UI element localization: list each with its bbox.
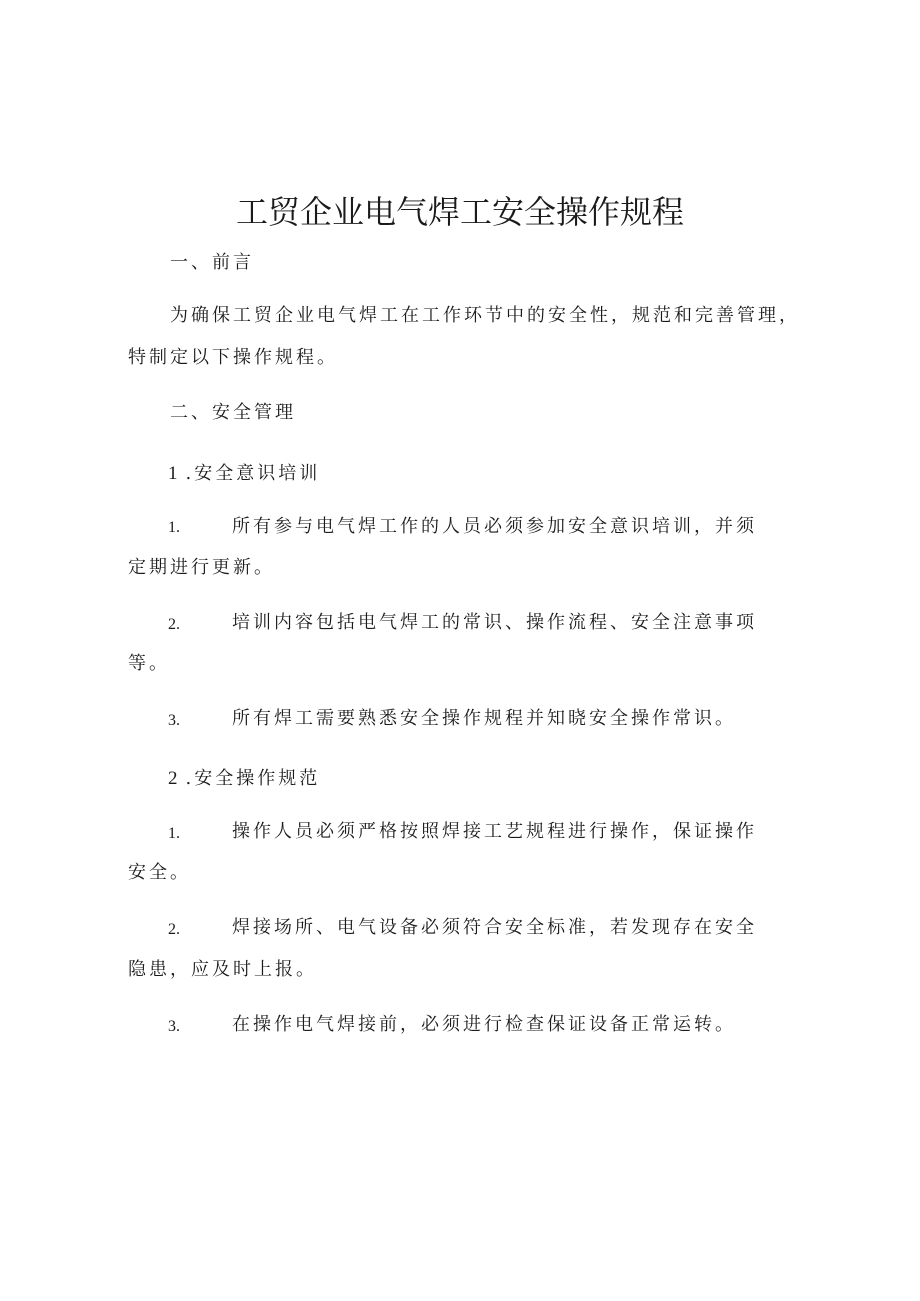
section-heading-safety-management: 二、安全管理 xyxy=(170,402,296,423)
list-item-number: 1. xyxy=(168,825,180,842)
list-item-text-line-2: 定期进行更新。 xyxy=(128,557,275,578)
section-heading-preface: 一、前言 xyxy=(170,252,254,273)
list-item-text-line-2: 隐患，应及时上报。 xyxy=(128,959,317,980)
list-item-text-line-1: 培训内容包括电气焊工的常识、操作流程、安全注意事项 xyxy=(232,612,757,633)
subsection-title: .安全操作规范 xyxy=(185,768,321,789)
subsection-heading-training xyxy=(168,461,320,487)
intro-paragraph-line-1: 为确保工贸企业电气焊工在工作环节中的安全性，规范和完善管理， xyxy=(170,305,800,326)
list-item-text-line-1: 在操作电气焊接前，必须进行检查保证设备正常运转。 xyxy=(232,1014,736,1035)
list-item-text-line-1: 焊接场所、电气设备必须符合安全标准，若发现存在安全 xyxy=(232,917,757,938)
intro-paragraph-line-2: 特制定以下操作规程。 xyxy=(128,347,338,368)
list-item-number: 2. xyxy=(168,921,180,938)
subsection-heading-operation-rules xyxy=(168,766,320,792)
subsection-number: 1 xyxy=(168,463,178,484)
list-item-number: 1. xyxy=(168,519,180,536)
list-item-number: 2. xyxy=(168,616,180,633)
list-item-text-line-2: 安全。 xyxy=(128,862,191,883)
list-item-text-line-1: 操作人员必须严格按照焊接工艺规程进行操作，保证操作 xyxy=(232,821,757,842)
document-title: 工贸企业电气焊工安全操作规程 xyxy=(235,193,684,231)
list-item-text-line-1: 所有参与电气焊工作的人员必须参加安全意识培训，并须 xyxy=(232,516,757,537)
subsection-number: 2 xyxy=(168,768,178,789)
list-item-number: 3. xyxy=(168,1018,180,1035)
list-item-text-line-1: 所有焊工需要熟悉安全操作规程并知晓安全操作常识。 xyxy=(232,708,736,729)
list-item-number: 3. xyxy=(168,712,180,729)
list-item-text-line-2: 等。 xyxy=(128,653,170,674)
subsection-title: .安全意识培训 xyxy=(185,463,321,484)
